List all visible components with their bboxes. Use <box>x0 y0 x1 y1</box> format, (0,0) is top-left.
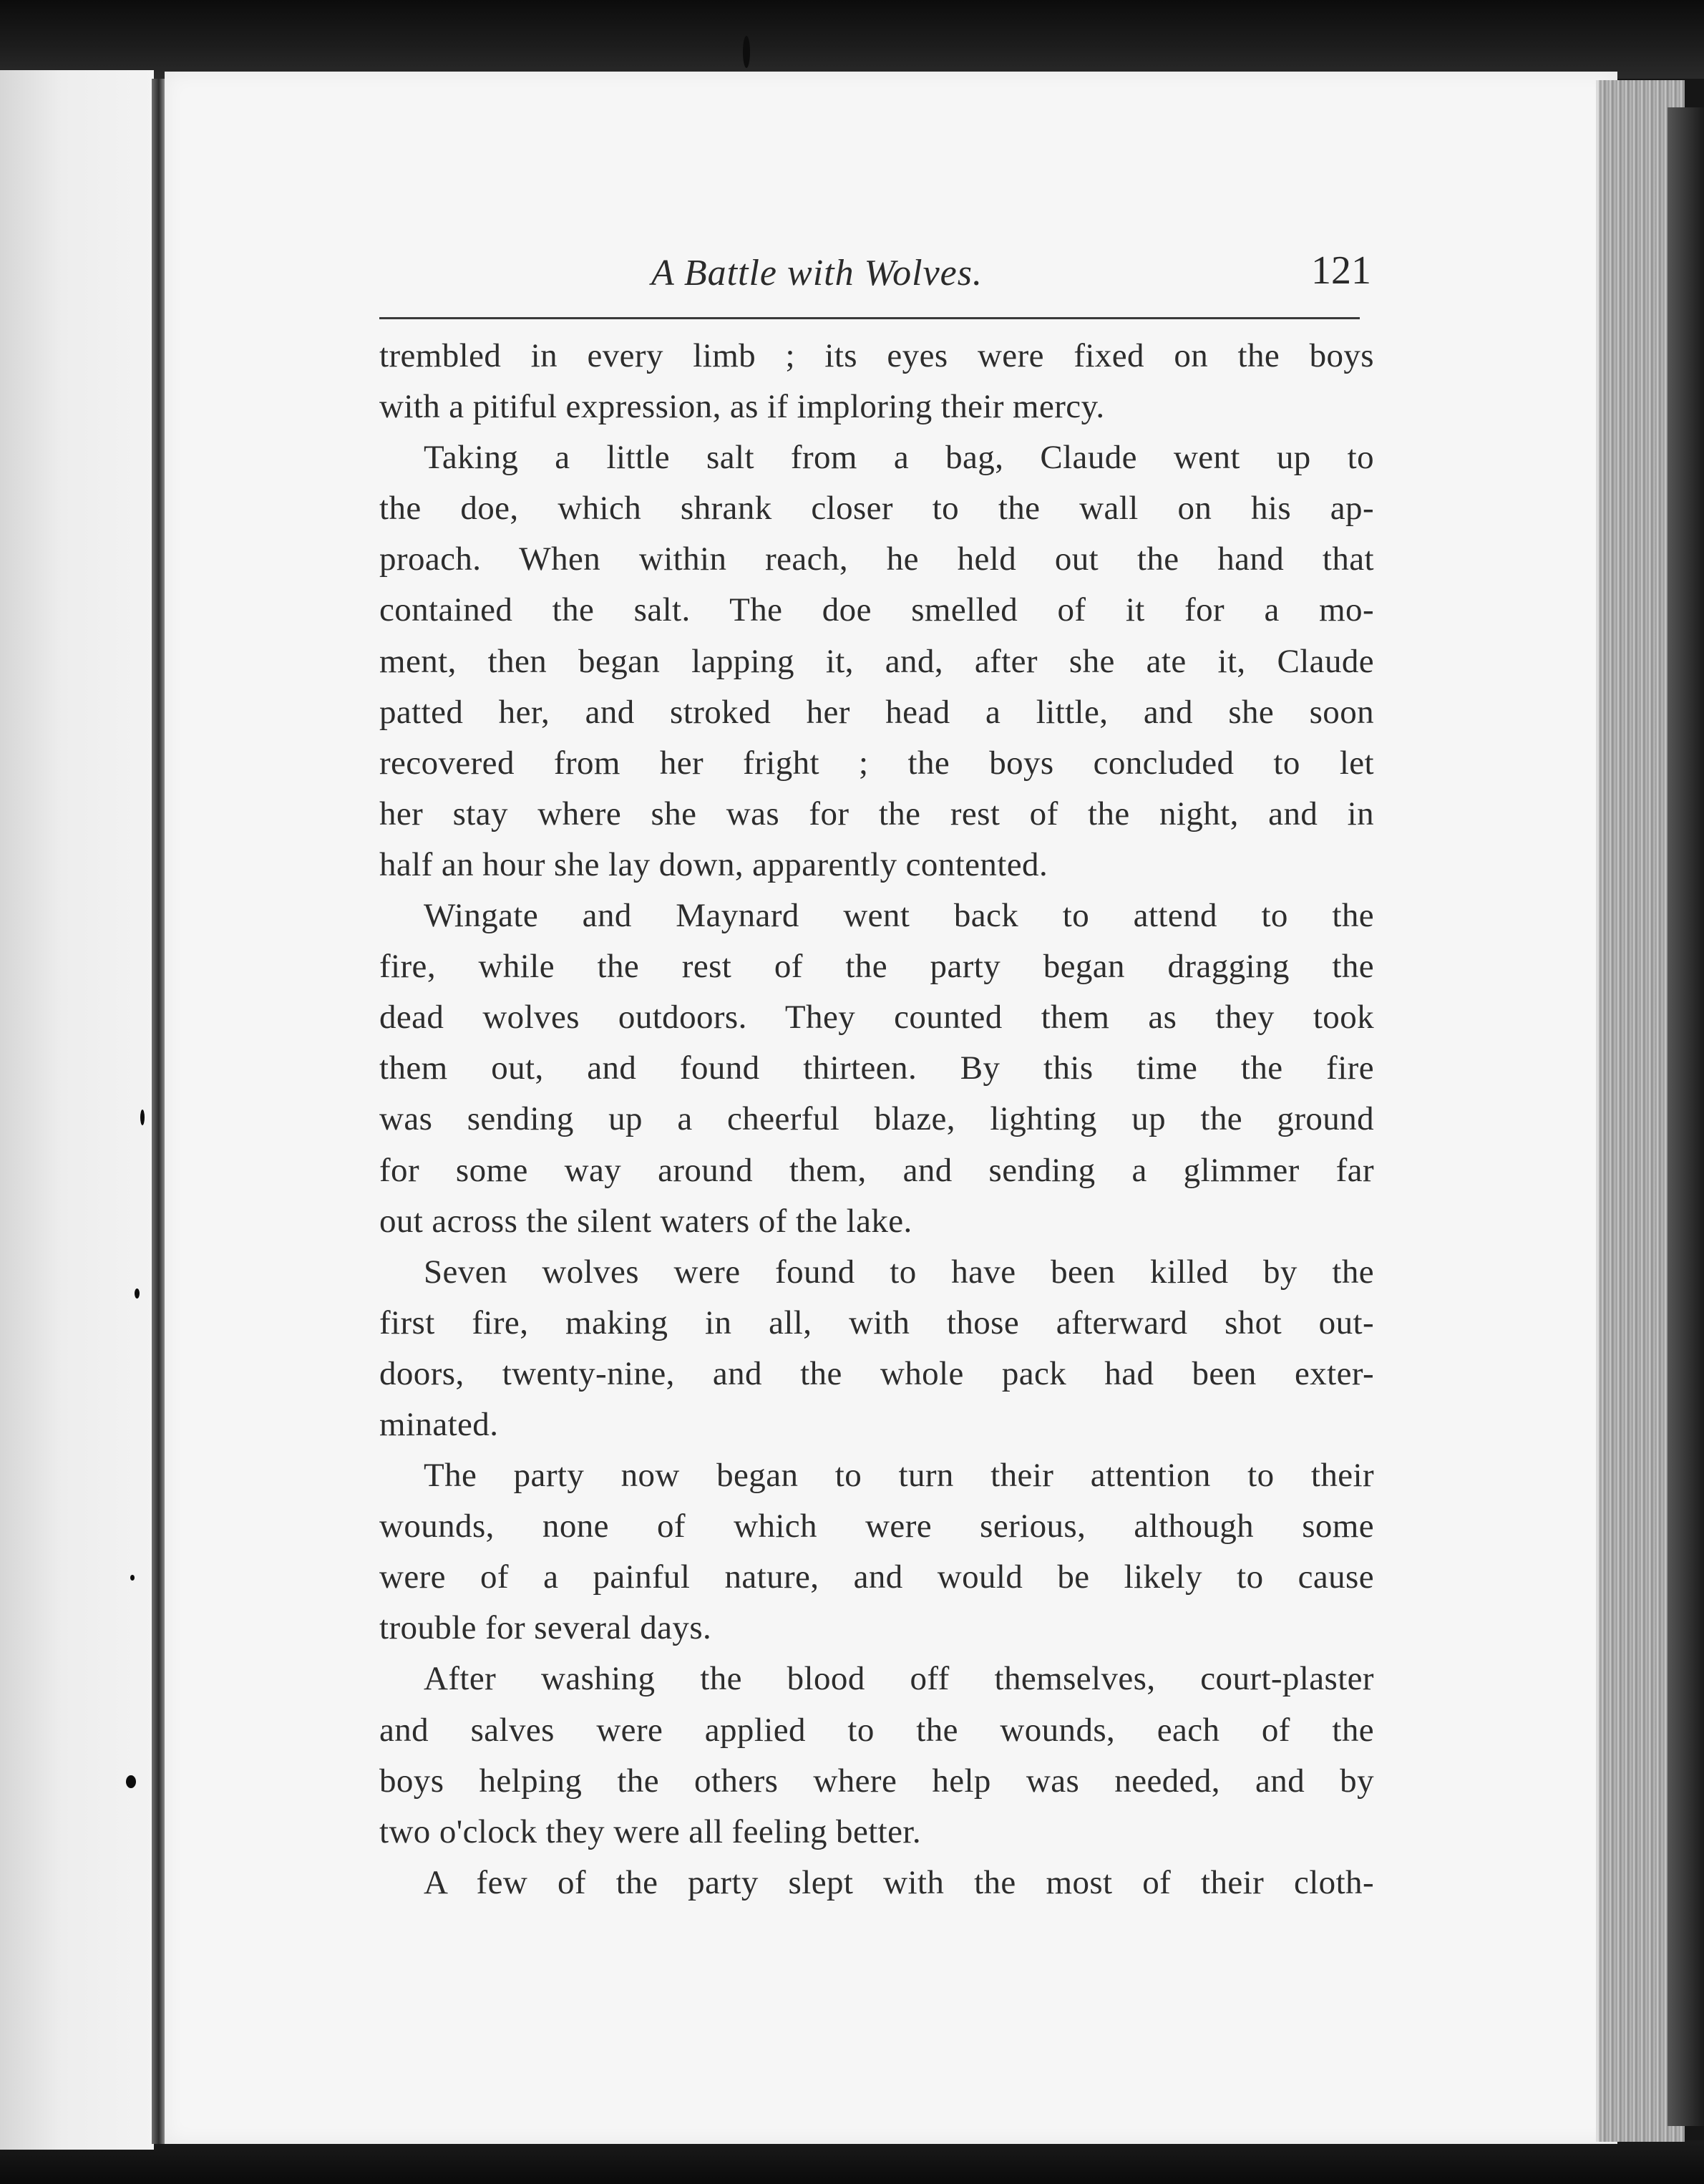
book-gutter <box>152 79 165 2144</box>
text-line: Seven wolves were found to have been killed by the <box>424 1253 1374 1291</box>
text-line: A few of the party slept with the most of their cloth- <box>424 1863 1374 1901</box>
text-line: trembled in every limb ; its eyes were fixed on the boys <box>379 337 1374 374</box>
text-line: patted her, and stroked her head a little, and she soon <box>379 693 1374 731</box>
facing-page-edge <box>0 70 154 2150</box>
text-line: minated. <box>379 1405 499 1443</box>
scan-speck <box>743 36 750 68</box>
text-line: fire, while the rest of the party began dragging the <box>379 948 1374 986</box>
scan-speck <box>130 1575 135 1581</box>
text-line: for some way around them, and sending a glimmer far <box>379 1151 1374 1189</box>
text-line: After washing the blood off themselves, court-plaster <box>424 1660 1374 1698</box>
text-line: was sending up a cheerful blaze, lighting up the ground <box>379 1100 1374 1138</box>
text-line: were of a painful nature, and would be likely to cause <box>379 1558 1374 1596</box>
text-line: with a pitiful expression, as if imploring their mercy. <box>379 388 1105 426</box>
text-line: dead wolves outdoors. They counted them as they took <box>379 999 1374 1037</box>
text-line: Taking a little salt from a bag, Claude went up to <box>424 439 1374 477</box>
scan-background-top <box>0 0 1704 79</box>
text-line: the doe, which shrank closer to the wall on his ap- <box>379 490 1374 528</box>
scan-speck <box>126 1775 136 1788</box>
fore-edge-shadow <box>1668 107 1704 2126</box>
text-line: trouble for several days. <box>379 1609 712 1647</box>
text-line: ment, then began lapping it, and, after she ate it, Claude <box>379 642 1374 680</box>
text-line: Wingate and Maynard went back to attend to the <box>424 897 1374 935</box>
text-line: them out, and found thirteen. By this time the fire <box>379 1049 1374 1087</box>
page-number: 121 <box>1311 248 1371 293</box>
text-line: boys helping the others where help was needed, and by <box>379 1762 1374 1800</box>
text-line: and salves were applied to the wounds, each of the <box>379 1711 1374 1749</box>
text-line: The party now began to turn their attention to their <box>424 1457 1374 1495</box>
scan-speck <box>140 1110 145 1125</box>
running-head <box>379 230 1371 316</box>
text-line: two o'clock they were all feeling better. <box>379 1812 921 1850</box>
header-rule <box>379 317 1360 319</box>
text-line: her stay where she was for the rest of the night, and in <box>379 795 1374 833</box>
text-line: contained the salt. The doe smelled of it for a mo- <box>379 591 1374 629</box>
scan-background-bottom <box>0 2140 1704 2184</box>
running-head-title: A Battle with Wolves. <box>651 253 983 293</box>
body-text <box>379 331 1374 1908</box>
text-line: doors, twenty-nine, and the whole pack had been exter- <box>379 1354 1374 1392</box>
text-line: wounds, none of which were serious, although some <box>379 1508 1374 1545</box>
text-line: half an hour she lay down, apparently contented. <box>379 845 1048 883</box>
text-line: out across the silent waters of the lake. <box>379 1202 912 1240</box>
scan-speck <box>135 1288 140 1299</box>
text-line: first fire, making in all, with those afterward shot out- <box>379 1304 1374 1341</box>
text-line: recovered from her fright ; the boys concluded to let <box>379 744 1374 782</box>
text-line: proach. When within reach, he held out the hand that <box>379 540 1374 578</box>
